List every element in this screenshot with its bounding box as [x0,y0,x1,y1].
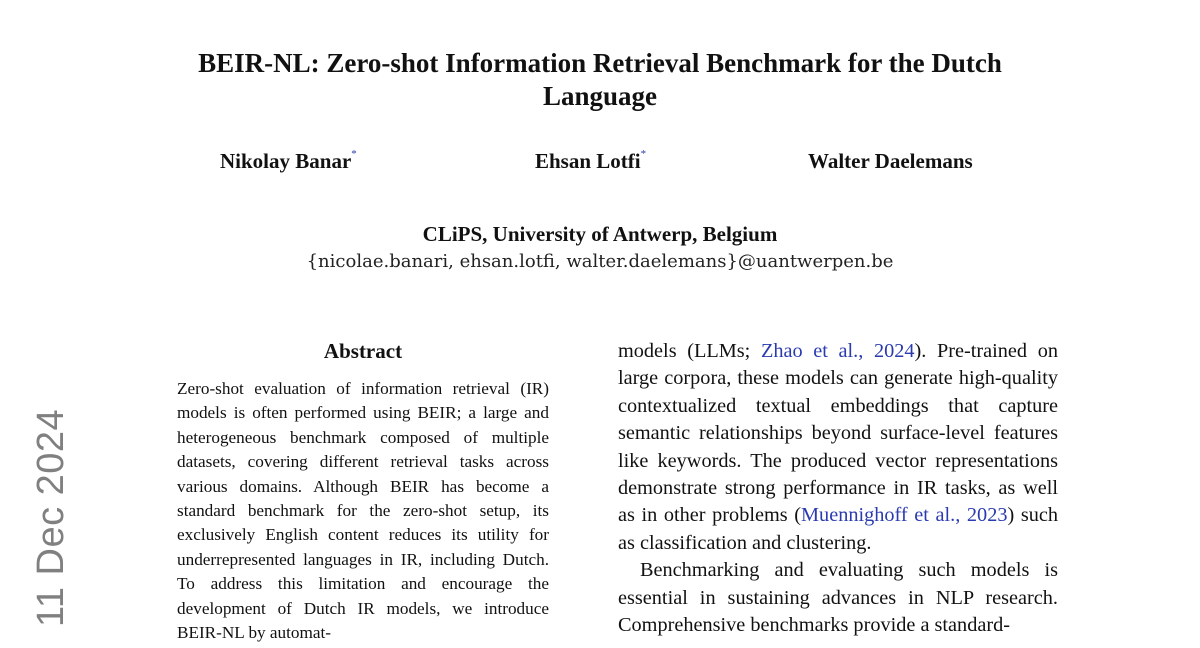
citation-zhao-2024[interactable]: Zhao et al., 2024 [760,340,915,362]
author-2 [535,149,646,174]
paper-title-line-1: BEIR-NL: Zero-shot Information Retrieval Benchmark for the Dutch [198,48,1002,78]
citation-muennighoff-2023[interactable]: Muennighoff et al., 2023 [801,504,1008,527]
abstract-column [177,338,549,645]
body-p1-after: ) such as classification and clustering. [618,504,1059,554]
body-p1-before: models (LLMs; [618,340,761,362]
author-3 [808,149,973,174]
body-paragraph-1 [618,338,1058,557]
author-emails: {nicolae.banari, ehsan.lotfi, walter.daelemans}@uantwerpen.be [306,251,894,272]
body-paragraph-2: Benchmarking and evaluating such models is essential in sustaining advances in NLP research. Comprehensive benchmarks provide a standard- [618,559,1058,637]
author-list [0,149,1200,177]
paper-title-line-2: Language [542,81,658,111]
affiliation: CLiPS, University of Antwerp, Belgium [422,222,778,246]
author-1-name: Nikolay Banar [220,149,352,173]
arxiv-date-stamp: 11 Dec 2024 [30,408,72,627]
abstract-text: Zero-shot evaluation of information retrieval (IR) models is often performed using BEIR; a large and heterogeneous benchmark composed of multiple datasets, covering different retrieval tasks across various domains. Although BEIR has become a standard benchmark for the zero-shot setup, its exclusively English content reduces its utility for underrepresented languages in IR, including Dutch. To address this limitation and encourage the development of Dutch IR models, we introduce BEIR-NL by automat- [177,379,549,643]
abstract-heading: Abstract [323,339,403,363]
paper-title [0,47,1200,113]
author-2-name: Ehsan Lotfi [535,149,641,173]
body-column-right [618,338,1058,639]
author-2-footnote-mark[interactable]: * [640,148,647,160]
author-1 [220,149,357,174]
body-p1-mid: ). Pre-trained on large corpora, these models can generate high-quality contextualized textual embeddings that capture semantic relationships beyond surface-level features like keywords. The produced vector representations demonstrate strong performance in IR tasks, as well as in other problems ( [618,340,1058,527]
author-3-name: Walter Daelemans [808,149,973,173]
author-1-footnote-mark[interactable]: * [351,148,357,160]
